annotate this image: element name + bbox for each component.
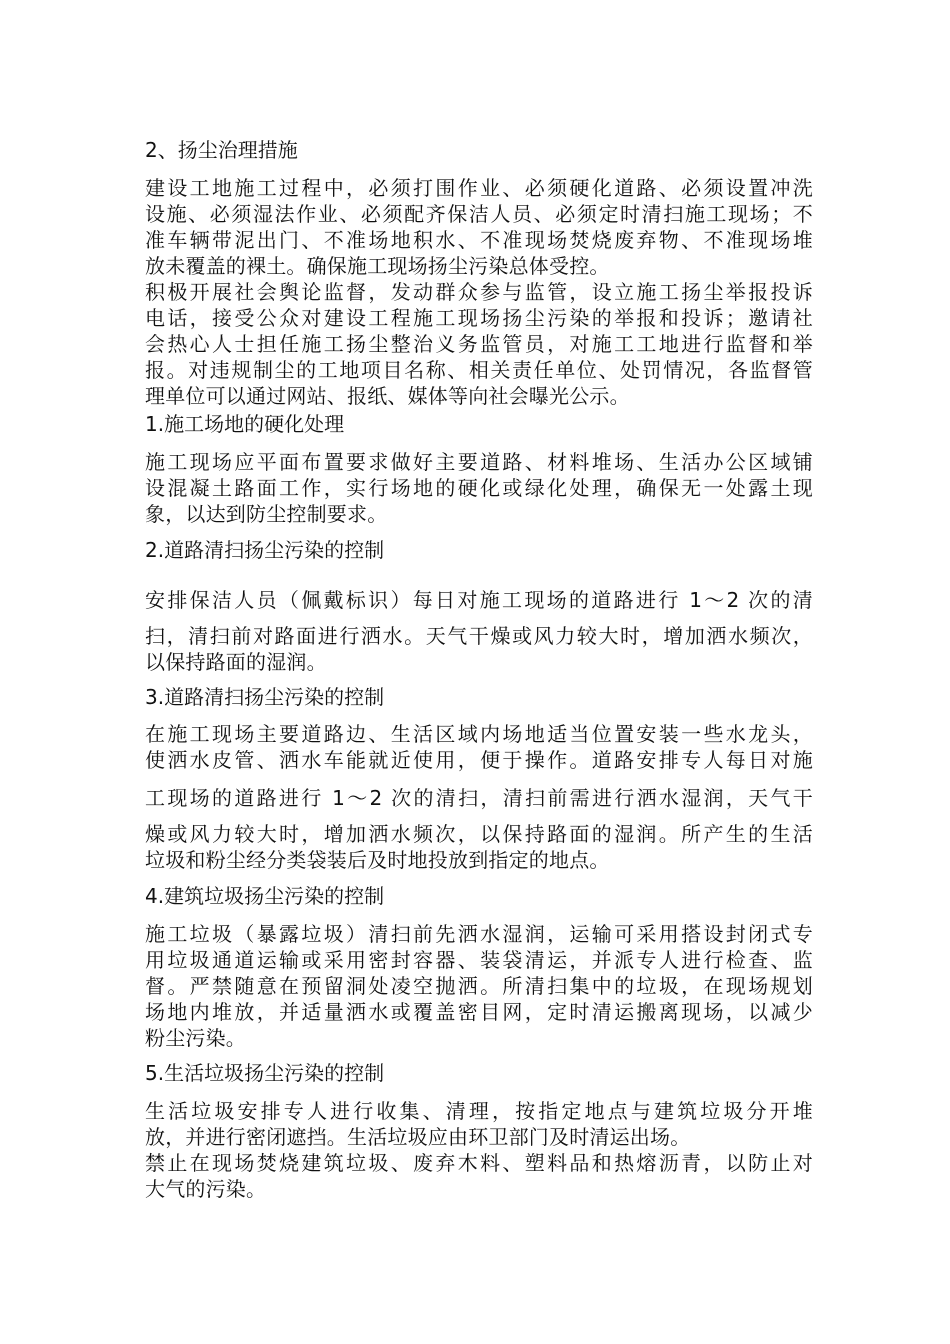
item2-heading: 2.道路清扫扬尘污染的控制 — [145, 538, 385, 562]
paragraph-line: 安排保洁人员（佩戴标识）每日对施工现场的道路进行 1～2 次的清 — [145, 588, 813, 612]
paragraph-line: 报。对违规制尘的工地项目名称、相关责任单位、处罚情况，各监督管 — [145, 358, 813, 382]
paragraph-line: 电话，接受公众对建设工程施工现场扬尘污染的举报和投诉；邀请社 — [145, 306, 813, 330]
paragraph-line: 扫，清扫前对路面进行洒水。天气干燥或风力较大时，增加洒水频次， — [145, 624, 813, 648]
paragraph-line: 使洒水皮管、洒水车能就近使用，便于操作。道路安排专人每日对施 — [145, 748, 813, 772]
paragraph-line: 施工垃圾（暴露垃圾）清扫前先洒水湿润，运输可采用搭设封闭式专 — [145, 922, 813, 946]
paragraph-line: 生活垃圾安排专人进行收集、清理，按指定地点与建筑垃圾分开堆 — [145, 1099, 813, 1123]
item1-heading: 1.施工场地的硬化处理 — [145, 412, 345, 436]
paragraph-line: 理单位可以通过网站、报纸、媒体等向社会曝光公示。 — [145, 384, 630, 408]
paragraph-line: 大气的污染。 — [145, 1177, 267, 1201]
paragraph-line: 以保持路面的湿润。 — [145, 650, 327, 674]
item4-heading: 4.建筑垃圾扬尘污染的控制 — [145, 884, 385, 908]
paragraph-line: 工现场的道路进行 1～2 次的清扫，清扫前需进行洒水湿润，天气干 — [145, 786, 813, 810]
paragraph-line: 在施工现场主要道路边、生活区域内场地适当位置安装一些水龙头， — [145, 722, 813, 746]
paragraph-line: 放，并进行密闭遮挡。生活垃圾应由环卫部门及时清运出场。 — [145, 1125, 691, 1149]
paragraph-line: 燥或风力较大时，增加洒水频次，以保持路面的湿润。所产生的生活 — [145, 822, 813, 846]
paragraph-line: 用垃圾通道运输或采用密封容器、装袋清运，并派专人进行检查、监 — [145, 948, 813, 972]
paragraph-line: 督。严禁随意在预留洞处凌空抛洒。所清扫集中的垃圾，在现场规划 — [145, 974, 813, 998]
paragraph-line: 设施、必须湿法作业、必须配齐保洁人员、必须定时清扫施工现场；不 — [145, 202, 813, 226]
paragraph-line: 积极开展社会舆论监督，发动群众参与监管，设立施工扬尘举报投诉 — [145, 280, 813, 304]
paragraph-line: 禁止在现场焚烧建筑垃圾、废弃木料、塑料品和热熔沥青，以防止对 — [145, 1151, 813, 1175]
paragraph-line: 准车辆带泥出门、不准场地积水、不准现场焚烧废弃物、不准现场堆 — [145, 228, 813, 252]
paragraph-line: 粉尘污染。 — [145, 1026, 246, 1050]
item3-heading: 3.道路清扫扬尘污染的控制 — [145, 685, 385, 709]
section-heading: 2、扬尘治理措施 — [145, 138, 298, 162]
paragraph-line: 会热心人士担任施工扬尘整治义务监管员，对施工工地进行监督和举 — [145, 332, 813, 356]
paragraph-line: 垃圾和粉尘经分类袋装后及时地投放到指定的地点。 — [145, 848, 610, 872]
paragraph-line: 设混凝土路面工作，实行场地的硬化或绿化处理，确保无一处露土现 — [145, 476, 813, 500]
paragraph-line: 象，以达到防尘控制要求。 — [145, 502, 388, 526]
item5-heading: 5.生活垃圾扬尘污染的控制 — [145, 1061, 385, 1085]
paragraph-line: 场地内堆放，并适量洒水或覆盖密目网，定时清运搬离现场，以减少 — [145, 1000, 813, 1024]
paragraph-line: 施工现场应平面布置要求做好主要道路、材料堆场、生活办公区域铺 — [145, 450, 813, 474]
paragraph-line: 建设工地施工过程中，必须打围作业、必须硬化道路、必须设置冲洗 — [145, 176, 813, 200]
paragraph-line: 放未覆盖的裸土。确保施工现场扬尘污染总体受控。 — [145, 254, 610, 278]
